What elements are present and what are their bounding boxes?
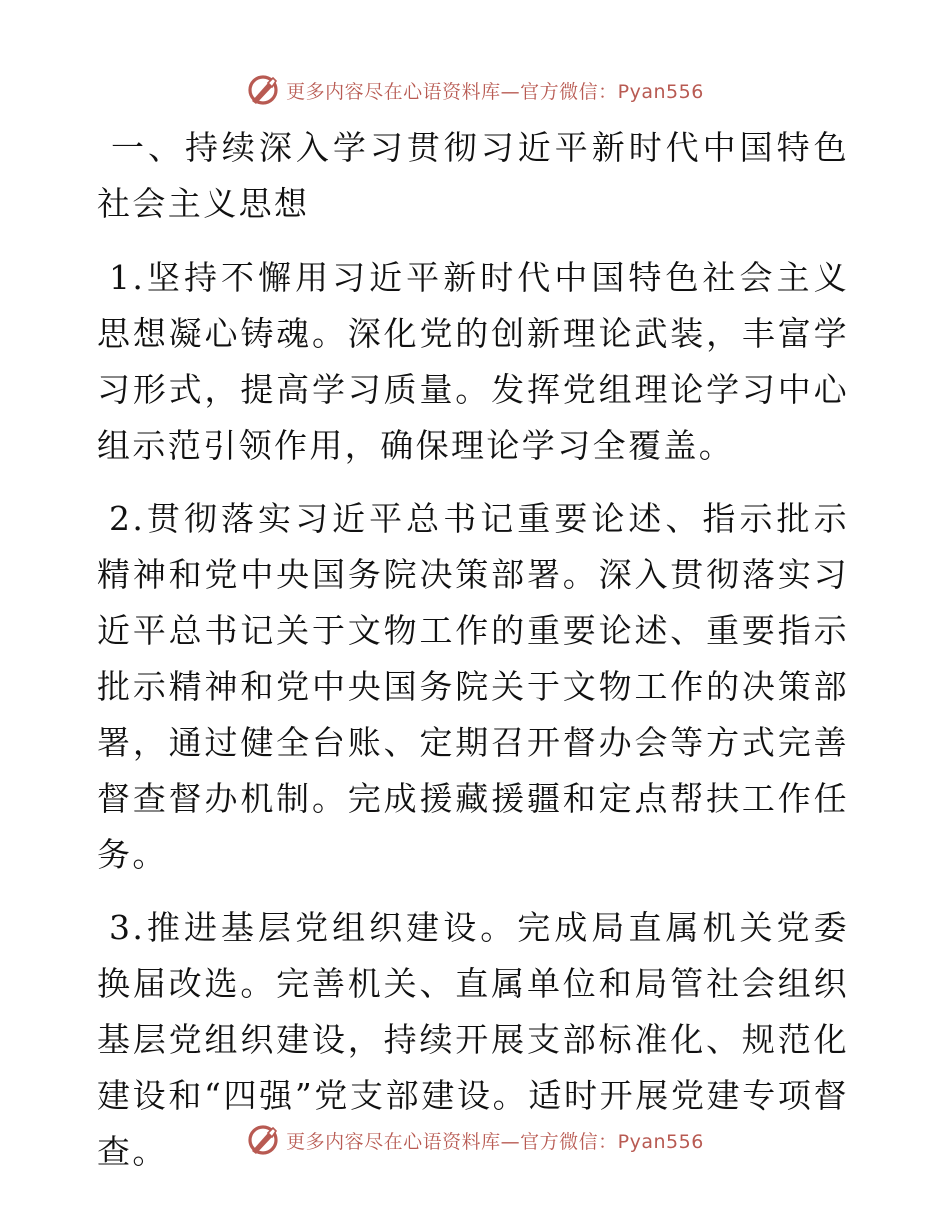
paragraph-1: 1.坚持不懈用习近平新时代中国特色社会主义思想凝心铸魂。深化党的创新理论武装，丰富学习形式，提高学习质量。发挥党组理论学习中心组示范引领作用，确保理论学习全覆盖。 <box>97 258 849 465</box>
paragraph-3: 3.推进基层党组织建设。完成局直属机关党委换届改选。完善机关、直属单位和局管社会组织基层党组织建设，持续开展支部标准化、规范化建设和“四强”党支部建设。适时开展党建专项督查。 <box>97 908 849 1171</box>
document-body <box>97 120 849 1197</box>
paragraph-2: 2.贯彻落实习近平总书记重要论述、指示批示精神和党中央国务院决策部署。深入贯彻落实习近平总书记关于文物工作的重要论述、重要指示批示精神和党中央国务院关于文物工作的决策部署，通过健全台账、定期召开督办会等方式完善督查督办机制。完成援藏援疆和定点帮扶工作任务。 <box>97 499 849 874</box>
watermark-banner-top <box>0 70 950 110</box>
section-heading: 一、持续深入学习贯彻习近平新时代中国特色社会主义思想 <box>97 128 849 223</box>
watermark-banner-bottom <box>0 1120 950 1160</box>
watermark-text: 更多内容尽在心语资料库—官方微信：Pyan556 <box>286 80 704 103</box>
watermark-text: 更多内容尽在心语资料库—官方微信：Pyan556 <box>286 1130 704 1153</box>
pen-nib-logo-icon <box>246 1123 280 1157</box>
pen-nib-logo-icon <box>246 73 280 107</box>
